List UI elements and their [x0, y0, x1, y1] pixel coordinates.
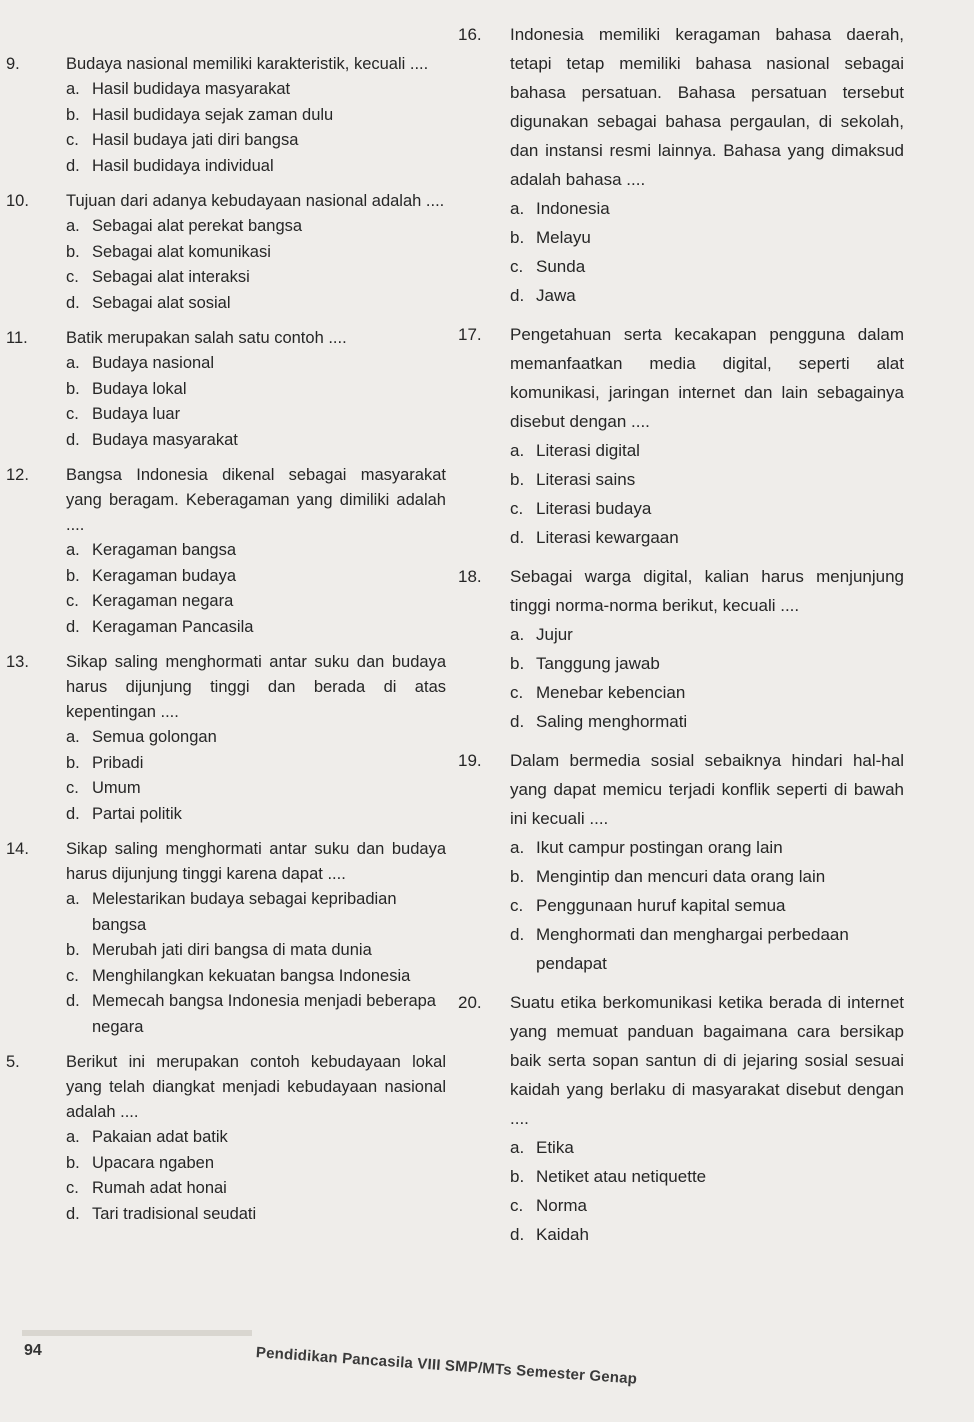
- answer-option: [66, 128, 446, 154]
- option-text: Sebagai alat interaksi: [92, 268, 250, 286]
- option-text: Melayu: [536, 228, 591, 247]
- answer-option: [66, 402, 446, 428]
- answer-option: [510, 465, 904, 494]
- option-text: Etika: [536, 1138, 574, 1157]
- page-number: 94: [24, 1342, 42, 1359]
- option-letter: d.: [510, 528, 525, 547]
- option-letter: a.: [510, 838, 525, 857]
- answer-option: [66, 538, 446, 564]
- question-text: Sebagai warga digital, kalian harus menjunjung tinggi norma-norma berikut, kecuali ....: [510, 567, 904, 615]
- answer-option: [66, 103, 446, 129]
- option-letter: c.: [66, 268, 79, 286]
- answer-option: [510, 920, 904, 978]
- option-text: Budaya lokal: [92, 379, 187, 398]
- answer-options: [66, 351, 446, 453]
- option-letter: a.: [66, 541, 80, 559]
- answer-option: [66, 725, 446, 751]
- option-text: Pribadi: [92, 753, 144, 772]
- answer-option: [66, 1202, 446, 1228]
- option-letter: a.: [510, 625, 525, 644]
- answer-option: [66, 351, 446, 377]
- left-column: [6, 52, 446, 1237]
- question-text: Bangsa Indonesia dikenal sebagai masyarakat yang beragam. Keberagaman yang dimiliki adalah ....: [66, 466, 446, 534]
- option-letter: d.: [510, 712, 525, 731]
- option-text: Tari tradisional seudati: [92, 1204, 257, 1223]
- question-text: Sikap saling menghormati antar suku dan budaya harus dijunjung tinggi dan berada di atas kepentingan ....: [66, 653, 446, 721]
- option-letter: c.: [66, 131, 79, 149]
- option-letter: c.: [66, 966, 79, 985]
- option-letter: c.: [66, 779, 79, 797]
- option-letter: d.: [510, 1225, 525, 1244]
- question-16: [458, 20, 904, 310]
- option-letter: b.: [66, 242, 80, 261]
- answer-options: [66, 887, 446, 1040]
- option-text: Literasi digital: [536, 441, 640, 460]
- answer-options: [510, 620, 904, 736]
- answer-option: [66, 1125, 446, 1151]
- option-letter: b.: [66, 1153, 80, 1172]
- answer-option: [66, 377, 446, 403]
- answer-option: [66, 291, 446, 317]
- option-text: Sebagai alat komunikasi: [92, 242, 271, 261]
- question-number: 5.: [6, 1053, 20, 1071]
- answer-option: [510, 1162, 904, 1191]
- answer-option: [510, 1133, 904, 1162]
- option-text: Budaya masyarakat: [92, 430, 238, 449]
- answer-option: [510, 281, 904, 310]
- option-letter: a.: [66, 217, 80, 235]
- answer-option: [66, 77, 446, 103]
- option-text: Memecah bangsa Indonesia menjadi beberapa negara: [92, 992, 436, 1036]
- option-letter: d.: [66, 1204, 80, 1223]
- option-text: Partai politik: [92, 804, 182, 823]
- option-letter: d.: [510, 925, 525, 944]
- answer-option: [510, 620, 904, 649]
- option-letter: a.: [66, 728, 80, 746]
- option-letter: c.: [66, 592, 79, 610]
- question-11: [6, 326, 446, 453]
- option-text: Keragaman budaya: [92, 566, 237, 585]
- question-20: [458, 988, 904, 1249]
- option-text: Norma: [536, 1196, 588, 1215]
- option-text: Budaya luar: [92, 405, 181, 423]
- option-text: Pakaian adat batik: [92, 1128, 228, 1146]
- question-14: [6, 837, 446, 1040]
- option-letter: b.: [510, 228, 525, 247]
- option-text: Umum: [92, 779, 141, 797]
- option-letter: d.: [66, 804, 80, 823]
- question-text: Indonesia memiliki keragaman bahasa daerah, tetapi tetap memiliki bahasa nasional sebagai bahasa persatuan. Bahasa persatuan tersebut digunakan sebagai bahasa pergaulan, di sekolah, dan instansi resmi lainnya. Bahasa yang dimaksud adalah bahasa ....: [510, 25, 904, 189]
- answer-option: [66, 240, 446, 266]
- option-letter: c.: [510, 257, 524, 276]
- answer-options: [510, 833, 904, 978]
- answer-option: [66, 1151, 446, 1177]
- option-letter: a.: [510, 1138, 525, 1157]
- question-17: [458, 320, 904, 552]
- answer-option: [66, 428, 446, 454]
- question-text: Suatu etika berkomunikasi ketika berada di internet yang memuat panduan bagaimana cara bersikap baik serta sopan santun di di jejaring sosial sesuai kaidah yang berlaku di masyarakat disebut dengan ....: [510, 993, 904, 1128]
- book-title: Pendidikan Pancasila VIII SMP/MTs Semester Genap: [255, 1344, 638, 1388]
- footer-rule: [22, 1330, 252, 1336]
- question-text: Tujuan dari adanya kebudayaan nasional adalah ....: [66, 192, 445, 210]
- question-text: Batik merupakan salah satu contoh ....: [66, 329, 347, 347]
- question-number: 13.: [6, 653, 29, 671]
- question-number: 17.: [458, 325, 482, 344]
- answer-option: [66, 989, 446, 1040]
- option-letter: c.: [510, 896, 524, 915]
- answer-option: [510, 1220, 904, 1249]
- answer-option: [510, 1191, 904, 1220]
- option-letter: b.: [66, 379, 80, 398]
- answer-option: [510, 252, 904, 281]
- answer-option: [66, 887, 446, 938]
- option-text: Jawa: [536, 286, 576, 305]
- answer-options: [66, 77, 446, 179]
- option-letter: a.: [66, 354, 80, 372]
- answer-option: [510, 678, 904, 707]
- option-text: Hasil budaya jati diri bangsa: [92, 131, 299, 149]
- option-letter: a.: [510, 199, 525, 218]
- option-text: Literasi kewargaan: [536, 528, 679, 547]
- option-letter: b.: [510, 654, 525, 673]
- question-number: 9.: [6, 55, 20, 73]
- option-text: Sebagai alat perekat bangsa: [92, 217, 303, 235]
- answer-option: [66, 751, 446, 777]
- option-text: Menghormati dan menghargai perbedaan pendapat: [536, 925, 849, 973]
- answer-option: [66, 776, 446, 802]
- answer-options: [66, 214, 446, 316]
- option-letter: c.: [510, 1196, 524, 1215]
- question-9: [6, 52, 446, 179]
- option-text: Menghilangkan kekuatan bangsa Indonesia: [92, 966, 411, 985]
- answer-option: [510, 194, 904, 223]
- option-letter: d.: [66, 156, 80, 175]
- option-text: Hasil budidaya sejak zaman dulu: [92, 105, 334, 124]
- option-letter: b.: [510, 470, 525, 489]
- option-text: Sebagai alat sosial: [92, 293, 231, 312]
- option-letter: b.: [66, 753, 80, 772]
- option-text: Keragaman negara: [92, 592, 234, 610]
- answer-options: [510, 194, 904, 310]
- answer-options: [66, 538, 446, 640]
- question-19: [458, 746, 904, 978]
- answer-option: [510, 523, 904, 552]
- answer-options: [66, 725, 446, 827]
- option-text: Literasi budaya: [536, 499, 652, 518]
- option-letter: c.: [510, 683, 524, 702]
- option-text: Rumah adat honai: [92, 1179, 227, 1197]
- answer-option: [66, 1176, 446, 1202]
- question-13: [6, 650, 446, 827]
- question-number: 12.: [6, 466, 29, 484]
- answer-option: [66, 615, 446, 641]
- option-letter: c.: [66, 1179, 79, 1197]
- answer-option: [510, 891, 904, 920]
- option-letter: c.: [66, 405, 79, 423]
- answer-option: [510, 862, 904, 891]
- option-text: Mengintip dan mencuri data orang lain: [536, 867, 826, 886]
- option-letter: a.: [66, 890, 80, 908]
- option-text: Kaidah: [536, 1225, 589, 1244]
- option-text: Penggunaan huruf kapital semua: [536, 896, 786, 915]
- option-letter: d.: [66, 293, 80, 312]
- answer-option: [510, 707, 904, 736]
- question-text: Dalam bermedia sosial sebaiknya hindari hal-hal yang dapat memicu terjadi konflik seperti di bawah ini kecuali ....: [510, 751, 904, 828]
- question-number: 10.: [6, 192, 29, 210]
- answer-option: [66, 802, 446, 828]
- option-letter: b.: [510, 1167, 525, 1186]
- question-number: 11.: [6, 329, 28, 347]
- answer-options: [510, 1133, 904, 1249]
- option-text: Jujur: [536, 625, 573, 644]
- option-text: Indonesia: [536, 199, 610, 218]
- option-text: Netiket atau netiquette: [536, 1167, 707, 1186]
- answer-option: [66, 564, 446, 590]
- question-text: Pengetahuan serta kecakapan pengguna dalam memanfaatkan media digital, seperti alat komunikasi, jaringan internet dan lain sebagainya disebut dengan ....: [510, 325, 904, 431]
- option-letter: b.: [66, 566, 80, 585]
- option-letter: b.: [66, 941, 80, 959]
- option-letter: d.: [66, 430, 80, 449]
- option-text: Keragaman bangsa: [92, 541, 237, 559]
- option-text: Sunda: [536, 257, 586, 276]
- question-number: 14.: [6, 840, 29, 858]
- option-text: Semua golongan: [92, 728, 217, 746]
- question-18: [458, 562, 904, 736]
- answer-option: [66, 265, 446, 291]
- option-letter: a.: [510, 441, 525, 460]
- option-text: Saling menghormati: [536, 712, 688, 731]
- answer-option: [510, 494, 904, 523]
- option-text: Keragaman Pancasila: [92, 617, 254, 636]
- answer-option: [510, 649, 904, 678]
- option-text: Hasil budidaya individual: [92, 156, 274, 175]
- option-text: Literasi sains: [536, 470, 636, 489]
- answer-options: [66, 1125, 446, 1227]
- option-text: Ikut campur postingan orang lain: [536, 838, 783, 857]
- option-text: Menebar kebencian: [536, 683, 686, 702]
- answer-option: [66, 154, 446, 180]
- question-text: Sikap saling menghormati antar suku dan budaya harus dijunjung tinggi karena dapat ....: [66, 840, 446, 883]
- answer-option: [66, 938, 446, 964]
- question-text: Berikut ini merupakan contoh kebudayaan lokal yang telah diangkat menjadi kebudayaan nasional adalah ....: [66, 1053, 446, 1121]
- answer-option: [66, 214, 446, 240]
- question-number: 20.: [458, 993, 482, 1012]
- option-text: Melestarikan budaya sebagai kepribadian bangsa: [92, 890, 397, 934]
- option-text: Tanggung jawab: [536, 654, 660, 673]
- option-letter: b.: [66, 105, 80, 124]
- option-letter: d.: [510, 286, 525, 305]
- answer-option: [510, 833, 904, 862]
- option-letter: a.: [66, 80, 80, 98]
- question-number: 18.: [458, 567, 482, 586]
- answer-option: [510, 436, 904, 465]
- option-text: Hasil budidaya masyarakat: [92, 80, 291, 98]
- option-letter: c.: [510, 499, 524, 518]
- question-5: [6, 1050, 446, 1227]
- option-text: Budaya nasional: [92, 354, 215, 372]
- right-column: [458, 20, 904, 1259]
- option-letter: d.: [66, 992, 80, 1010]
- option-text: Upacara ngaben: [92, 1153, 215, 1172]
- question-number: 16.: [458, 25, 482, 44]
- answer-option: [510, 223, 904, 252]
- option-letter: a.: [66, 1128, 80, 1146]
- option-letter: d.: [66, 617, 80, 636]
- question-text: Budaya nasional memiliki karakteristik, kecuali ....: [66, 55, 429, 73]
- answer-option: [66, 589, 446, 615]
- question-12: [6, 463, 446, 640]
- page-footer: [0, 1330, 974, 1422]
- question-number: 19.: [458, 751, 482, 770]
- option-letter: b.: [510, 867, 525, 886]
- answer-option: [66, 964, 446, 990]
- question-10: [6, 189, 446, 316]
- answer-options: [510, 436, 904, 552]
- option-text: Merubah jati diri bangsa di mata dunia: [92, 941, 372, 959]
